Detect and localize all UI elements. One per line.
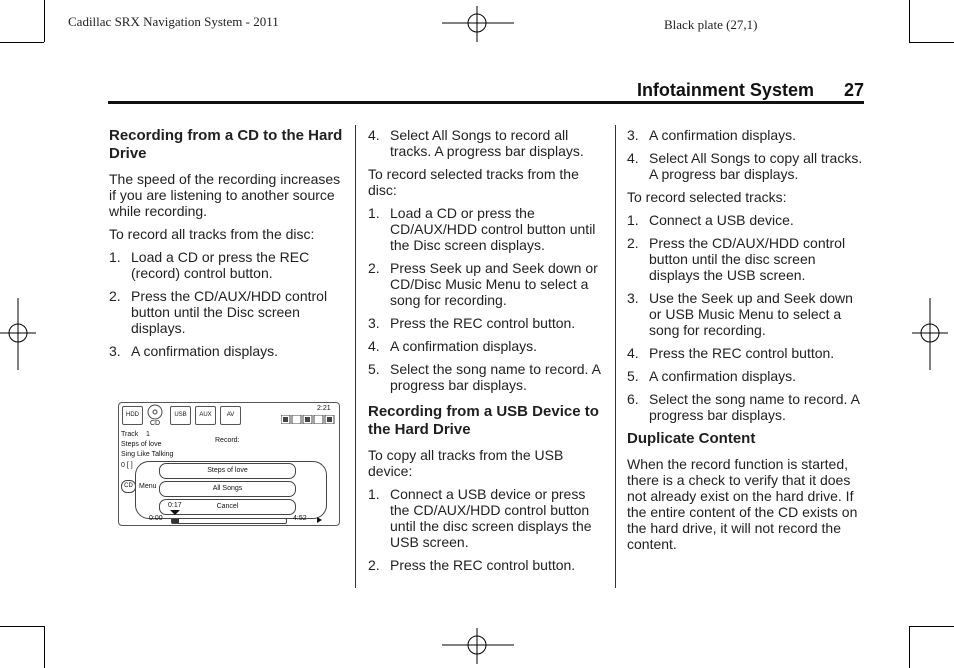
step-number: 5. [368, 361, 380, 377]
step-number: 5. [627, 368, 639, 384]
cd-badge: CD [121, 480, 136, 493]
option-cancel: Cancel [159, 499, 296, 515]
track-status: 0 [ ] [121, 462, 133, 469]
crop-mark [909, 626, 910, 668]
step-text: Select All Songs to record all tracks. A progress bar displays. [390, 127, 584, 159]
list-item [627, 368, 869, 384]
plate-label-left: Cadillac SRX Navigation System - 2011 [68, 14, 279, 29]
step-text: Connect a USB device. [649, 212, 794, 228]
list-item [368, 205, 608, 253]
step-number: 4. [368, 127, 380, 143]
step-text: Select the song name to record. A progress bar displays. [390, 361, 601, 393]
step-list [368, 205, 608, 393]
position-marker-icon [170, 510, 180, 515]
crop-mark [0, 626, 44, 627]
step-list [627, 127, 869, 182]
paragraph: To copy all tracks from the USB device: [368, 447, 564, 479]
step-text: A confirmation displays. [131, 343, 279, 359]
progress-track [171, 518, 287, 524]
end-time: 4:52 [293, 515, 307, 522]
paragraph: To record all tracks from the disc: [109, 226, 315, 242]
av-button: AV [220, 406, 241, 425]
paragraph: When the record function is started, there is a check to verify that it does not already exist on the hard drive. If the entire content of the CD exists on the hard drive, it will not record the content. [627, 456, 858, 552]
step-text: A confirmation displays. [649, 368, 797, 384]
track-label: Track 1 [121, 431, 150, 438]
usb-button: USB [170, 406, 191, 425]
list-item [627, 345, 869, 361]
column-divider [355, 125, 356, 588]
step-number: 2. [368, 557, 380, 573]
registration-mark-icon [442, 6, 514, 42]
list-item [627, 391, 869, 423]
registration-mark-icon [442, 628, 514, 664]
column-3 [627, 127, 869, 559]
step-text: Use the Seek up and Seek down or USB Music Menu to select a song for recording. [649, 290, 853, 338]
step-number: 4. [627, 345, 639, 361]
hdd-button: HDD [122, 406, 143, 425]
crop-mark [0, 42, 44, 43]
play-icon [317, 517, 322, 523]
step-list [627, 212, 869, 423]
step-text: Connect a USB device or press the CD/AUX/HDD control button until the disc screen displays the USB screen. [390, 486, 592, 550]
disc-record-screen-illustration [118, 402, 340, 526]
aux-button: AUX [195, 406, 216, 425]
section-heading: Duplicate Content [627, 430, 756, 447]
step-text: A confirmation displays. [390, 338, 538, 354]
step-text: Load a CD or press the CD/AUX/HDD control button until the Disc screen displays. [390, 205, 596, 253]
clock: 2:21 [317, 405, 331, 412]
step-text: A confirmation displays. [649, 127, 797, 143]
step-number: 4. [368, 338, 380, 354]
step-text: Press the REC control button. [649, 345, 835, 361]
section-heading: Recording from a CD to the Hard Drive [109, 127, 343, 162]
step-number: 4. [627, 150, 639, 166]
list-item [627, 235, 869, 283]
status-icons [281, 415, 337, 426]
list-item [368, 486, 608, 550]
step-text: Press the REC control button. [390, 557, 576, 573]
option-steps-of-love: Steps of love [159, 463, 296, 479]
list-item [109, 343, 345, 359]
crop-mark [44, 0, 45, 42]
registration-mark-icon [0, 298, 36, 370]
step-number: 1. [368, 486, 380, 502]
step-text: Press Seek up and Seek down or CD/Disc Music Menu to select a song for recording. [390, 260, 598, 308]
elapsed-time: 0:17 [168, 502, 182, 509]
list-item [109, 288, 345, 336]
crop-mark [909, 0, 910, 42]
crop-mark [909, 626, 954, 627]
list-item [368, 361, 608, 393]
column-2 [368, 127, 608, 580]
page-header [637, 80, 864, 101]
section-heading: Recording from a USB Device to the Hard Drive [368, 403, 599, 438]
step-number: 1. [627, 212, 639, 228]
list-item [368, 557, 608, 573]
artist-name: Sing Like Talking [121, 451, 174, 458]
step-number: 1. [368, 205, 380, 221]
step-text: Press the REC control button. [390, 315, 576, 331]
list-item [627, 150, 869, 182]
step-list [368, 486, 608, 573]
step-text: Select the song name to record. A progress bar displays. [649, 391, 860, 423]
step-text: Press the CD/AUX/HDD control button until the disc screen displays the USB screen. [649, 235, 846, 283]
record-label: Record: [215, 437, 240, 444]
step-text: Press the CD/AUX/HDD control button until the Disc screen displays. [131, 288, 328, 336]
list-item [627, 212, 869, 228]
paragraph: To record selected tracks: [627, 189, 787, 205]
menu-label: Menu [139, 483, 157, 490]
column-divider [615, 125, 616, 588]
crop-mark [909, 42, 954, 43]
list-item [627, 290, 869, 338]
step-number: 3. [627, 127, 639, 143]
step-number: 3. [109, 343, 121, 359]
paragraph: To record selected tracks from the disc: [368, 166, 579, 198]
list-item [368, 127, 608, 159]
step-text: Load a CD or press the REC (record) control button. [131, 249, 310, 281]
step-number: 6. [627, 391, 639, 407]
list-item [368, 315, 608, 331]
column-1 [109, 127, 345, 366]
list-item [368, 338, 608, 354]
registration-mark-icon [912, 298, 948, 370]
step-number: 3. [368, 315, 380, 331]
step-list [368, 127, 608, 159]
section-title: Infotainment System [636, 80, 814, 100]
step-number: 2. [627, 235, 639, 251]
list-item [627, 127, 869, 143]
plate-label-right: Black plate (27,1) [664, 17, 758, 32]
song-title: Steps of love [121, 441, 162, 448]
cd-button-label: CD [150, 420, 161, 427]
crop-mark [44, 626, 45, 668]
list-item [109, 249, 345, 281]
step-number: 1. [109, 249, 121, 265]
paragraph: The speed of the recording increases if you are listening to another source while recording. [109, 171, 341, 219]
step-number: 2. [109, 288, 121, 304]
step-number: 3. [627, 290, 639, 306]
page-number: 27 [843, 80, 864, 100]
progress-fill [172, 519, 179, 523]
step-number: 2. [368, 260, 380, 276]
step-text: Select All Songs to copy all tracks. A progress bar displays. [649, 150, 863, 182]
step-list [109, 249, 345, 359]
start-time: 0:00 [149, 515, 163, 522]
option-all-songs: All Songs [159, 481, 296, 497]
header-rule [108, 101, 864, 104]
list-item [368, 260, 608, 308]
